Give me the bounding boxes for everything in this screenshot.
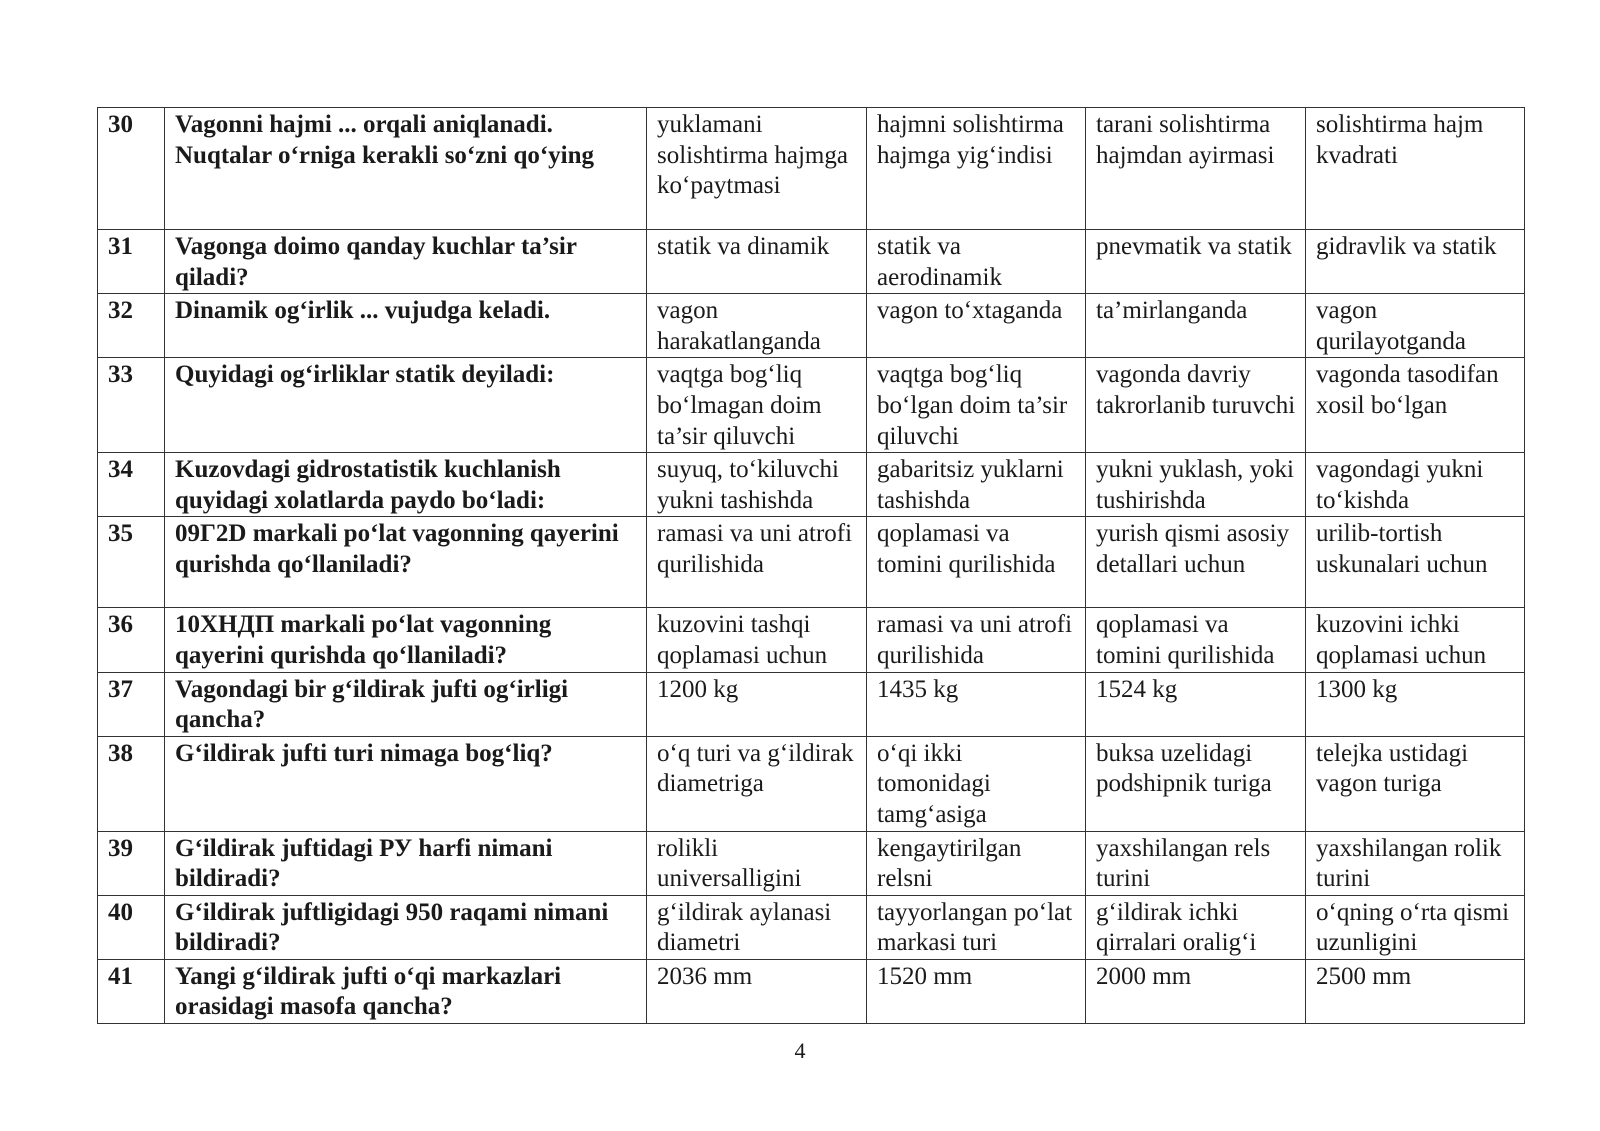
table-row (98, 831, 1525, 895)
question-text: Quyidagi og‘irliklar statik deyiladi: (165, 358, 647, 453)
answer-option-a: g‘ildirak aylanasi diametri (647, 895, 867, 959)
answer-option-a: rolikli universalligini (647, 831, 867, 895)
answer-option-b: vagon to‘xtaganda (867, 294, 1086, 358)
answer-option-d: telejka ustidagi vagon turiga (1306, 736, 1525, 831)
question-number: 39 (98, 831, 165, 895)
table-row (98, 230, 1525, 294)
question-number: 31 (98, 230, 165, 294)
table-row (98, 358, 1525, 453)
table-row (98, 608, 1525, 672)
answer-option-b: statik va aerodinamik (867, 230, 1086, 294)
question-number: 37 (98, 672, 165, 736)
question-text: 10ХНДП markali po‘lat vagonning qayerini qurishda qo‘llaniladi? (165, 608, 647, 672)
answer-option-a: suyuq, to‘kiluvchi yukni tashishda (647, 453, 867, 517)
question-table (97, 107, 1525, 1024)
answer-option-d: 2500 mm (1306, 959, 1525, 1023)
table-row (98, 736, 1525, 831)
question-number: 30 (98, 108, 165, 230)
answer-option-a: kuzovini tashqi qoplamasi uchun (647, 608, 867, 672)
question-text: Yangi g‘ildirak jufti o‘qi markazlari orasidagi masofa qancha? (165, 959, 647, 1023)
question-text: Dinamik og‘irlik ... vujudga keladi. (165, 294, 647, 358)
table-row (98, 108, 1525, 230)
answer-option-d: 1300 kg (1306, 672, 1525, 736)
answer-option-d: kuzovini ichki qoplamasi uchun (1306, 608, 1525, 672)
answer-option-d: vagonda tasodifan xosil bo‘lgan (1306, 358, 1525, 453)
answer-option-c: pnevmatik va statik (1086, 230, 1306, 294)
question-number: 33 (98, 358, 165, 453)
answer-option-d: vagondagi yukni to‘kishda (1306, 453, 1525, 517)
answer-option-c: buksa uzelidagi podshipnik turiga (1086, 736, 1306, 831)
question-text: Vagonga doimo qanday kuchlar ta’sir qiladi? (165, 230, 647, 294)
answer-option-a: o‘q turi va g‘ildirak diametriga (647, 736, 867, 831)
answer-option-d: gidravlik va statik (1306, 230, 1525, 294)
answer-option-c: vagonda davriy takrorlanib turuvchi (1086, 358, 1306, 453)
answer-option-c: yukni yuklash, yoki tushirishda (1086, 453, 1306, 517)
question-number: 32 (98, 294, 165, 358)
answer-option-b: kengaytirilgan relsni (867, 831, 1086, 895)
answer-option-d: vagon qurilayotganda (1306, 294, 1525, 358)
answer-option-d: solishtirma hajm kvadrati (1306, 108, 1525, 230)
answer-option-a: vaqtga bog‘liq bo‘lmagan doim ta’sir qiluvchi (647, 358, 867, 453)
table-row (98, 517, 1525, 608)
question-text: G‘ildirak juftidagi РУ harfi nimani bildiradi? (165, 831, 647, 895)
answer-option-c: 2000 mm (1086, 959, 1306, 1023)
question-table-body (98, 108, 1525, 1024)
question-text: Vagonni hajmi ... orqali aniqlanadi. Nuqtalar o‘rniga kerakli so‘zni qo‘ying (165, 108, 647, 230)
answer-option-a: vagon harakatlanganda (647, 294, 867, 358)
answer-option-c: ta’mirlanganda (1086, 294, 1306, 358)
answer-option-b: o‘qi ikki tomonidagi tamg‘asiga (867, 736, 1086, 831)
answer-option-a: yuklamani solishtirma hajmga ko‘paytmasi (647, 108, 867, 230)
question-text: G‘ildirak juftligidagi 950 raqami nimani bildiradi? (165, 895, 647, 959)
answer-option-a: 2036 mm (647, 959, 867, 1023)
answer-option-c: qoplamasi va tomini qurilishida (1086, 608, 1306, 672)
answer-option-b: qoplamasi va tomini qurilishida (867, 517, 1086, 608)
table-row (98, 672, 1525, 736)
answer-option-c: g‘ildirak ichki qirralari oralig‘i (1086, 895, 1306, 959)
question-text: Kuzovdagi gidrostatistik kuchlanish quyidagi xolatlarda paydo bo‘ladi: (165, 453, 647, 517)
question-number: 38 (98, 736, 165, 831)
table-row (98, 895, 1525, 959)
answer-option-d: yaxshilangan rolik turini (1306, 831, 1525, 895)
question-number: 41 (98, 959, 165, 1023)
answer-option-b: 1520 mm (867, 959, 1086, 1023)
page-number: 4 (794, 1038, 806, 1063)
question-number: 35 (98, 517, 165, 608)
answer-option-b: gabaritsiz yuklarni tashishda (867, 453, 1086, 517)
question-number: 40 (98, 895, 165, 959)
answer-option-b: 1435 kg (867, 672, 1086, 736)
answer-option-b: ramasi va uni atrofi qurilishida (867, 608, 1086, 672)
answer-option-d: o‘qning o‘rta qismi uzunligini (1306, 895, 1525, 959)
answer-option-c: yaxshilangan rels turini (1086, 831, 1306, 895)
answer-option-c: 1524 kg (1086, 672, 1306, 736)
answer-option-c: yurish qismi asosiy detallari uchun (1086, 517, 1306, 608)
answer-option-a: ramasi va uni atrofi qurilishida (647, 517, 867, 608)
question-text: G‘ildirak jufti turi nimaga bog‘liq? (165, 736, 647, 831)
answer-option-a: statik va dinamik (647, 230, 867, 294)
question-number: 34 (98, 453, 165, 517)
answer-option-b: vaqtga bog‘liq bo‘lgan doim ta’sir qiluvchi (867, 358, 1086, 453)
question-text: Vagondagi bir g‘ildirak jufti og‘irligi qancha? (165, 672, 647, 736)
answer-option-a: 1200 kg (647, 672, 867, 736)
answer-option-c: tarani solishtirma hajmdan ayirmasi (1086, 108, 1306, 230)
question-number: 36 (98, 608, 165, 672)
answer-option-b: hajmni solishtirma hajmga yig‘indisi (867, 108, 1086, 230)
table-row (98, 294, 1525, 358)
answer-option-b: tayyorlangan po‘lat markasi turi (867, 895, 1086, 959)
table-row (98, 453, 1525, 517)
answer-option-d: urilib-tortish uskunalari uchun (1306, 517, 1525, 608)
table-row (98, 959, 1525, 1023)
question-text: 09Г2D markali po‘lat vagonning qayerini qurishda qo‘llaniladi? (165, 517, 647, 608)
